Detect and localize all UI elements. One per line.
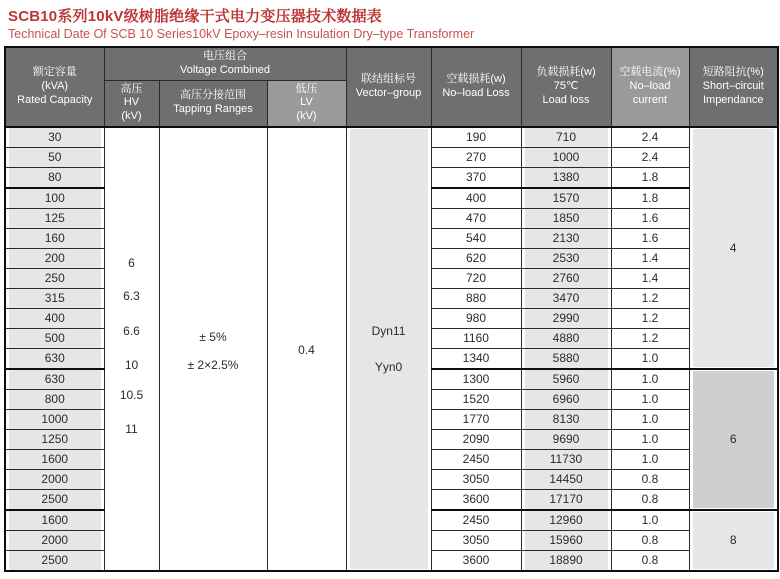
rated-capacity-cell-fill [9, 128, 101, 147]
impedance-value: 8 [729, 533, 737, 548]
rated-capacity-cell-fill [9, 209, 101, 228]
rated-capacity-cell-fill [9, 390, 101, 409]
rated-capacity-cell-value: 1000 [41, 412, 69, 427]
load-loss-cell [521, 489, 611, 510]
rated-capacity-cell-fill [9, 329, 101, 348]
impedance-fill [693, 371, 775, 508]
load-loss-cell-value: 6960 [552, 392, 580, 407]
load-loss-cell [521, 167, 611, 188]
load-loss-cell-value: 14450 [549, 472, 583, 487]
rated-capacity-cell-value: 2000 [41, 533, 69, 548]
no-load-current-cell-value: 1.2 [641, 331, 659, 346]
hv-values-cell [104, 127, 159, 571]
load-loss-cell-fill [525, 430, 608, 449]
load-loss-cell-fill [525, 189, 608, 208]
vector-group-cell [346, 127, 431, 571]
vector-group-fill [350, 129, 428, 569]
hv-value: 11 [125, 422, 138, 437]
rated-capacity-cell-fill [9, 189, 101, 208]
impedance-cell [689, 127, 778, 369]
load-loss-cell-fill [525, 128, 608, 147]
no-load-loss-cell-value: 2450 [462, 452, 490, 467]
no-load-current-cell [611, 268, 689, 288]
rated-capacity-cell-fill [9, 249, 101, 268]
load-loss-cell-value: 1850 [552, 211, 580, 226]
rated-capacity-cell-value: 1600 [41, 452, 69, 467]
no-load-loss-cell-value: 370 [465, 170, 487, 185]
rated-capacity-cell-fill [9, 450, 101, 469]
tapping-range-value: ± 5% [199, 330, 227, 345]
hv-value: 10.5 [119, 387, 144, 402]
no-load-current-cell-value: 1.8 [641, 191, 659, 206]
load-loss-cell-fill [525, 470, 608, 489]
rated-capacity-cell-value: 2500 [41, 492, 69, 507]
rated-capacity-cell-fill [9, 309, 101, 328]
header-load-loss: 负载损耗(w) 75℃ Load loss [521, 47, 611, 127]
load-loss-cell [521, 268, 611, 288]
rated-capacity-cell-value: 1600 [41, 513, 69, 528]
rated-capacity-cell-value: 125 [44, 211, 65, 226]
header-lv: 低压 LV (kV) [267, 80, 346, 127]
load-loss-cell [521, 429, 611, 449]
rated-capacity-cell-value: 2000 [41, 472, 69, 487]
no-load-loss-cell [431, 188, 521, 209]
no-load-current-cell-value: 0.8 [641, 553, 659, 568]
load-loss-cell [521, 328, 611, 348]
load-loss-cell [521, 348, 611, 369]
rated-capacity-cell [5, 127, 104, 148]
impedance-cell [689, 369, 778, 510]
rated-capacity-cell [5, 188, 104, 209]
no-load-current-cell-value: 1.0 [641, 392, 659, 407]
rated-capacity-cell-value: 80 [48, 170, 62, 185]
no-load-current-cell [611, 369, 689, 390]
no-load-loss-cell [431, 429, 521, 449]
rated-capacity-cell [5, 409, 104, 429]
no-load-current-cell-value: 1.0 [641, 412, 659, 427]
transformer-spec-table [4, 46, 779, 572]
rated-capacity-cell [5, 328, 104, 348]
no-load-loss-cell [431, 409, 521, 429]
no-load-current-cell [611, 510, 689, 531]
impedance-value: 6 [729, 432, 737, 447]
no-load-loss-cell-value: 1770 [462, 412, 490, 427]
header-no-load-current: 空载电流(%) No–load current [611, 47, 689, 127]
no-load-current-cell [611, 228, 689, 248]
load-loss-cell [521, 409, 611, 429]
load-loss-cell-value: 8130 [552, 412, 580, 427]
no-load-loss-cell [431, 469, 521, 489]
load-loss-cell [521, 228, 611, 248]
load-loss-cell [521, 308, 611, 328]
no-load-current-cell [611, 429, 689, 449]
no-load-loss-cell [431, 489, 521, 510]
header-impedance: 短路阻抗(%) Short–circuit Impendance [689, 47, 778, 127]
hv-value: 6.6 [123, 324, 140, 339]
rated-capacity-cell-fill [9, 551, 101, 570]
load-loss-cell-value: 15960 [549, 533, 583, 548]
no-load-current-cell-value: 1.2 [641, 291, 659, 306]
lv-value-cell [267, 127, 346, 571]
load-loss-cell-fill [525, 168, 608, 187]
load-loss-cell-value: 710 [555, 130, 577, 145]
no-load-current-cell-value: 1.0 [641, 351, 659, 366]
rated-capacity-cell [5, 530, 104, 550]
rated-capacity-cell [5, 308, 104, 328]
header-hv: 高压 HV (kV) [104, 80, 159, 127]
no-load-current-cell-value: 0.8 [641, 472, 659, 487]
rated-capacity-cell-value: 1250 [41, 432, 69, 447]
load-loss-cell-fill [525, 551, 608, 570]
load-loss-cell [521, 248, 611, 268]
no-load-loss-cell-value: 1300 [462, 372, 490, 387]
load-loss-cell [521, 510, 611, 531]
no-load-current-cell [611, 288, 689, 308]
rated-capacity-cell-fill [9, 289, 101, 308]
no-load-current-cell-value: 1.2 [641, 311, 659, 326]
no-load-loss-cell-value: 980 [465, 311, 487, 326]
header-vector-group: 联结组标号 Vector–group [346, 47, 431, 127]
no-load-current-cell [611, 469, 689, 489]
rated-capacity-cell [5, 208, 104, 228]
no-load-loss-cell-value: 3600 [462, 492, 490, 507]
no-load-loss-cell [431, 167, 521, 188]
no-load-loss-cell-value: 3050 [462, 533, 490, 548]
load-loss-cell-fill [525, 370, 608, 389]
load-loss-cell-value: 5880 [552, 351, 580, 366]
no-load-loss-cell-value: 1340 [462, 351, 490, 366]
load-loss-cell-value: 2130 [552, 231, 580, 246]
no-load-loss-cell [431, 308, 521, 328]
page-title: SCB10系列10kV级树脂绝缘干式电力变压器技术数据表 [8, 8, 382, 25]
no-load-loss-cell-value: 1520 [462, 392, 490, 407]
load-loss-cell [521, 208, 611, 228]
rated-capacity-cell [5, 248, 104, 268]
rated-capacity-cell [5, 489, 104, 510]
no-load-current-cell [611, 308, 689, 328]
load-loss-cell-value: 1380 [552, 170, 580, 185]
load-loss-cell-fill [525, 309, 608, 328]
vector-group-value: Dyn11 [371, 323, 406, 338]
rated-capacity-cell-fill [9, 531, 101, 550]
rated-capacity-cell [5, 550, 104, 571]
hv-value: 6.3 [123, 288, 140, 303]
load-loss-cell-value: 2760 [552, 271, 580, 286]
rated-capacity-cell [5, 228, 104, 248]
lv-value: 0.4 [298, 343, 315, 358]
load-loss-cell-fill [525, 450, 608, 469]
no-load-current-cell [611, 409, 689, 429]
rated-capacity-cell-value: 400 [44, 311, 65, 326]
no-load-current-cell [611, 167, 689, 188]
no-load-current-cell-value: 0.8 [641, 533, 659, 548]
header-no-load-loss: 空载损耗(w) No–load Loss [431, 47, 521, 127]
rated-capacity-cell-value: 100 [44, 191, 65, 206]
rated-capacity-cell-fill [9, 410, 101, 429]
tapping-ranges-cell [159, 127, 267, 571]
no-load-current-cell [611, 530, 689, 550]
page-subtitle: Technical Date Of SCB 10 Series10kV Epoxy–resin Insulation Dry–type Transformer [8, 27, 475, 41]
load-loss-cell [521, 550, 611, 571]
no-load-loss-cell-value: 3050 [462, 472, 490, 487]
no-load-current-cell [611, 348, 689, 369]
load-loss-cell [521, 449, 611, 469]
no-load-current-cell [611, 389, 689, 409]
load-loss-cell-value: 2990 [552, 311, 580, 326]
rated-capacity-cell-fill [9, 430, 101, 449]
no-load-loss-cell [431, 550, 521, 571]
no-load-loss-cell [431, 248, 521, 268]
hv-value: 10 [124, 358, 139, 373]
load-loss-cell-fill [525, 410, 608, 429]
rated-capacity-cell-value: 160 [44, 231, 65, 246]
load-loss-cell-fill [525, 390, 608, 409]
no-load-loss-cell [431, 369, 521, 390]
rated-capacity-cell-value: 200 [44, 251, 65, 266]
no-load-current-cell-value: 1.4 [641, 251, 659, 266]
load-loss-cell [521, 188, 611, 209]
load-loss-cell-fill [525, 269, 608, 288]
vector-group-value: Yyn0 [374, 359, 403, 374]
no-load-loss-cell-value: 620 [465, 251, 487, 266]
load-loss-cell-fill [525, 490, 608, 509]
no-load-loss-cell-value: 880 [465, 291, 487, 306]
no-load-loss-cell [431, 208, 521, 228]
no-load-current-cell-value: 1.0 [641, 513, 659, 528]
rated-capacity-cell-fill [9, 511, 101, 530]
no-load-loss-cell [431, 348, 521, 369]
no-load-loss-cell-value: 400 [465, 191, 487, 206]
no-load-current-cell [611, 208, 689, 228]
no-load-current-cell-value: 1.8 [641, 170, 659, 185]
no-load-loss-cell [431, 268, 521, 288]
no-load-loss-cell-value: 2450 [462, 513, 490, 528]
load-loss-cell-value: 17170 [549, 492, 583, 507]
rated-capacity-cell [5, 268, 104, 288]
no-load-loss-cell [431, 449, 521, 469]
rated-capacity-cell [5, 449, 104, 469]
no-load-current-cell-value: 1.0 [641, 432, 659, 447]
rated-capacity-cell-fill [9, 470, 101, 489]
rated-capacity-cell [5, 510, 104, 531]
load-loss-cell-fill [525, 229, 608, 248]
rated-capacity-cell-fill [9, 490, 101, 509]
no-load-loss-cell [431, 389, 521, 409]
load-loss-cell-fill [525, 531, 608, 550]
no-load-current-cell-value: 2.4 [641, 150, 659, 165]
no-load-current-cell [611, 449, 689, 469]
impedance-fill [693, 129, 775, 367]
no-load-current-cell-value: 1.6 [641, 211, 659, 226]
load-loss-cell-fill [525, 289, 608, 308]
load-loss-cell-value: 1570 [552, 191, 580, 206]
no-load-loss-cell [431, 288, 521, 308]
no-load-current-cell-value: 1.0 [641, 372, 659, 387]
impedance-fill [693, 512, 775, 569]
rated-capacity-cell-value: 50 [48, 150, 62, 165]
rated-capacity-cell [5, 429, 104, 449]
no-load-current-cell-value: 0.8 [641, 492, 659, 507]
tapping-range-value: ± 2×2.5% [187, 358, 239, 373]
no-load-loss-cell-value: 190 [465, 130, 487, 145]
load-loss-cell [521, 288, 611, 308]
rated-capacity-cell-value: 500 [44, 331, 65, 346]
no-load-current-cell [611, 127, 689, 148]
hv-value: 6 [128, 256, 135, 270]
load-loss-cell [521, 389, 611, 409]
no-load-loss-cell [431, 530, 521, 550]
no-load-current-cell [611, 489, 689, 510]
no-load-loss-cell [431, 147, 521, 167]
rated-capacity-cell [5, 348, 104, 369]
load-loss-cell [521, 469, 611, 489]
impedance-value: 4 [729, 240, 737, 255]
no-load-loss-cell [431, 127, 521, 148]
no-load-current-cell-value: 1.6 [641, 231, 659, 246]
rated-capacity-cell-value: 630 [44, 351, 65, 366]
rated-capacity-cell-value: 30 [48, 130, 62, 145]
no-load-loss-cell-value: 540 [465, 231, 487, 246]
no-load-current-cell-value: 1.4 [641, 271, 659, 286]
no-load-loss-cell [431, 510, 521, 531]
rated-capacity-cell [5, 369, 104, 390]
no-load-current-cell [611, 147, 689, 167]
no-load-loss-cell-value: 270 [465, 150, 487, 165]
load-loss-cell-value: 1000 [552, 150, 580, 165]
header-voltage-combined: 电压组合 Voltage Combined [104, 47, 346, 80]
rated-capacity-cell-fill [9, 349, 101, 368]
rated-capacity-cell [5, 389, 104, 409]
load-loss-cell-fill [525, 329, 608, 348]
rated-capacity-cell-value: 2500 [41, 553, 69, 568]
no-load-loss-cell [431, 328, 521, 348]
no-load-loss-cell-value: 470 [465, 211, 487, 226]
load-loss-cell-fill [525, 249, 608, 268]
no-load-loss-cell-value: 3600 [462, 553, 490, 568]
load-loss-cell-value: 3470 [552, 291, 580, 306]
no-load-loss-cell [431, 228, 521, 248]
no-load-current-cell [611, 550, 689, 571]
load-loss-cell [521, 127, 611, 148]
load-loss-cell [521, 530, 611, 550]
load-loss-cell-value: 4880 [552, 331, 580, 346]
header-tapping-ranges: 高压分接范围 Tapping Ranges [159, 80, 267, 127]
rated-capacity-cell-value: 800 [44, 392, 65, 407]
load-loss-cell [521, 369, 611, 390]
impedance-cell [689, 510, 778, 571]
rated-capacity-cell [5, 469, 104, 489]
load-loss-cell-fill [525, 349, 608, 368]
load-loss-cell-value: 5960 [552, 372, 580, 387]
load-loss-cell [521, 147, 611, 167]
no-load-current-cell-value: 1.0 [641, 452, 659, 467]
table-row [5, 127, 778, 148]
rated-capacity-cell-value: 630 [44, 372, 65, 387]
no-load-current-cell-value: 2.4 [641, 130, 659, 145]
no-load-current-cell [611, 188, 689, 209]
rated-capacity-cell [5, 288, 104, 308]
rated-capacity-cell-fill [9, 168, 101, 187]
load-loss-cell-fill [525, 148, 608, 167]
no-load-current-cell [611, 328, 689, 348]
rated-capacity-cell-fill [9, 229, 101, 248]
load-loss-cell-value: 18890 [549, 553, 583, 568]
rated-capacity-cell [5, 167, 104, 188]
no-load-loss-cell-value: 1160 [463, 331, 489, 346]
load-loss-cell-fill [525, 511, 608, 530]
load-loss-cell-value: 9690 [552, 432, 580, 447]
no-load-current-cell [611, 248, 689, 268]
rated-capacity-cell-value: 315 [44, 291, 65, 306]
load-loss-cell-value: 11730 [549, 452, 583, 467]
rated-capacity-cell-fill [9, 269, 101, 288]
rated-capacity-cell-fill [9, 370, 101, 389]
rated-capacity-cell-value: 250 [44, 271, 65, 286]
rated-capacity-cell [5, 147, 104, 167]
no-load-loss-cell-value: 2090 [462, 432, 490, 447]
header-rated-capacity: 额定容量 (kVA) Rated Capacity [5, 47, 104, 127]
no-load-loss-cell-value: 720 [465, 271, 487, 286]
load-loss-cell-value: 12960 [549, 513, 583, 528]
load-loss-cell-value: 2530 [552, 251, 580, 266]
rated-capacity-cell-fill [9, 148, 101, 167]
load-loss-cell-fill [525, 209, 608, 228]
